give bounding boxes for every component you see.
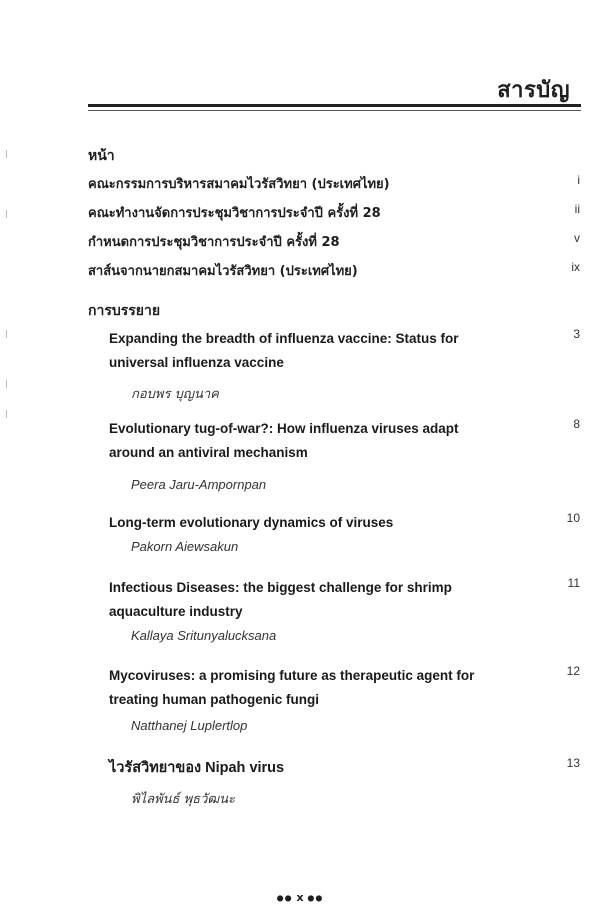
lecture-title (109, 327, 519, 375)
lecture-entry[interactable] (109, 664, 580, 733)
toc-entry-page: v (574, 231, 580, 245)
footer-page-number: x (296, 891, 304, 904)
toc-entry-page: ix (571, 260, 580, 274)
lecture-page: 8 (573, 417, 580, 431)
lecture-title-line: around an antiviral mechanism (109, 445, 308, 460)
title-rule-thick (88, 104, 581, 107)
lecture-page: 10 (566, 511, 580, 525)
scan-mark (6, 380, 7, 388)
lecture-author: กอบพร บุญนาค (131, 387, 219, 402)
scan-mark (6, 150, 7, 158)
lecture-title (109, 576, 519, 624)
lecture-page: 11 (567, 576, 580, 590)
lecture-entry[interactable] (109, 756, 580, 809)
lecture-entry[interactable] (109, 417, 580, 492)
lecture-entry[interactable] (109, 511, 580, 554)
toc-entry-page: i (577, 173, 580, 187)
lecture-title-line: treating human pathogenic fungi (109, 692, 319, 707)
page-column-header: หน้า (88, 148, 115, 164)
lecture-author: Peera Jaru-Ampornpan (131, 477, 267, 492)
lecture-author: Pakorn Aiewsakun (131, 539, 239, 554)
lecture-page: 3 (573, 327, 580, 341)
lecture-title-line: Evolutionary tug-of-war?: How influenza viruses adapt (109, 421, 459, 436)
lecture-title (109, 417, 519, 465)
lecture-title-line: Long-term evolutionary dynamics of viruses (109, 515, 394, 530)
lecture-title-line: universal influenza vaccine (109, 355, 284, 370)
footer-ornament-left: ●● (276, 893, 293, 903)
lecture-author: Natthanej Luplertlop (131, 718, 248, 733)
scan-mark (6, 410, 7, 418)
toc-entry-label: คณะทำงานจัดการประชุมวิชาการประจำปี ครั้งที่ 28 (88, 206, 381, 221)
toc-entry-label: คณะกรรมการบริหารสมาคมไวรัสวิทยา (ประเทศไทย) (88, 177, 390, 192)
lecture-author: พิไลพันธ์ พุธวัฒนะ (131, 792, 236, 807)
title-rule-thin (88, 110, 581, 111)
lecture-page: 13 (566, 756, 580, 770)
toc-entry-label: กำหนดการประชุมวิชาการประจำปี ครั้งที่ 28 (88, 235, 340, 250)
lecture-title-line: Expanding the breadth of influenza vaccine: Status for (109, 331, 459, 346)
lecture-page: 12 (566, 664, 580, 678)
lecture-author: Kallaya Sritunyalucksana (131, 628, 277, 643)
lecture-title-line: ไวรัสวิทยาของ Nipah virus (109, 760, 285, 776)
scan-mark (6, 210, 7, 218)
toc-entry-page: ii (574, 202, 580, 216)
lecture-title (109, 756, 519, 780)
footer-ornament-right: ●● (307, 893, 324, 903)
lecture-title-line: Infectious Diseases: the biggest challenge for shrimp (109, 580, 452, 595)
lecture-title-line: Mycoviruses: a promising future as therapeutic agent for (109, 668, 475, 683)
page-title: สารบัญ (497, 78, 570, 103)
lecture-title-line: aquaculture industry (109, 604, 243, 619)
scan-mark (6, 330, 7, 338)
lecture-title (109, 511, 519, 535)
page-footer (0, 891, 600, 904)
toc-entry-label: สาส์นจากนายกสมาคมไวรัสวิทยา (ประเทศไทย) (88, 264, 358, 279)
lectures-section-title: การบรรยาย (88, 303, 161, 319)
lecture-entry[interactable] (109, 576, 580, 643)
lecture-entry[interactable] (109, 327, 580, 404)
lecture-title (109, 664, 519, 712)
